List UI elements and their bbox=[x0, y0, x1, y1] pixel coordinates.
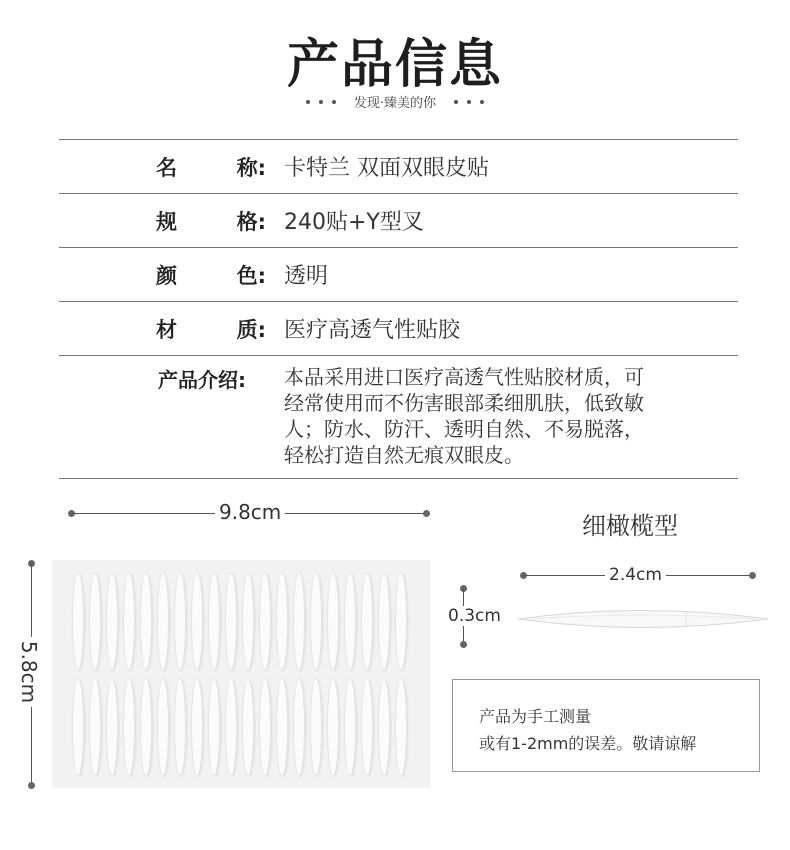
sticker-strip bbox=[225, 678, 237, 776]
info-label: 颜 色 : bbox=[59, 248, 284, 302]
info-row-name bbox=[59, 140, 738, 194]
sticker-strip bbox=[208, 678, 220, 776]
info-label: 产品介绍 : bbox=[59, 356, 284, 479]
sticker-strip bbox=[259, 678, 271, 776]
sticker-strip bbox=[72, 678, 84, 776]
sticker-strip bbox=[378, 572, 390, 670]
sticker-strip bbox=[72, 572, 84, 670]
dimension-endpoint bbox=[423, 510, 430, 517]
sticker-strip bbox=[276, 572, 288, 670]
sticker-strip bbox=[123, 678, 135, 776]
info-row-spec bbox=[59, 194, 738, 248]
product-info-table bbox=[59, 139, 738, 479]
sticker-strip bbox=[259, 572, 271, 670]
sticker-strip-row bbox=[72, 572, 407, 670]
sticker-strip bbox=[208, 572, 220, 670]
info-label: 名 称 : bbox=[59, 140, 284, 194]
info-label: 规 格 : bbox=[59, 194, 284, 248]
description-text: 本品采用进口医疗高透气性贴胶材质，可 经常使用而不伤害眼部柔细肌肤，低致敏 人；防水、防汗、透明自然、不易脱落， 轻松打造自然无痕双眼皮。 bbox=[284, 356, 738, 479]
shape-width-label: 0.3cm bbox=[444, 606, 505, 626]
sticker-strip bbox=[191, 572, 203, 670]
sheet-width-label: 9.8cm bbox=[215, 500, 285, 524]
info-row-description bbox=[59, 356, 738, 479]
sticker-strip bbox=[157, 572, 169, 670]
sticker-strip bbox=[327, 572, 339, 670]
sticker-strip bbox=[89, 678, 101, 776]
sticker-strip bbox=[293, 572, 305, 670]
sticker-strip bbox=[395, 572, 407, 670]
left-dots-decoration bbox=[306, 100, 336, 104]
dimension-endpoint bbox=[460, 641, 467, 648]
sticker-strip bbox=[174, 678, 186, 776]
sticker-strip bbox=[276, 678, 288, 776]
sticker-strip bbox=[378, 678, 390, 776]
sticker-strip bbox=[361, 572, 373, 670]
sticker-strip bbox=[395, 678, 407, 776]
measurement-note-box bbox=[452, 679, 760, 772]
dimension-endpoint bbox=[749, 572, 756, 579]
sticker-strip bbox=[344, 678, 356, 776]
info-row-material bbox=[59, 302, 738, 356]
sticker-strip bbox=[293, 678, 305, 776]
sticker-strip bbox=[242, 572, 254, 670]
subtitle-row bbox=[0, 92, 790, 111]
sticker-strip bbox=[310, 572, 322, 670]
sticker-strip-row bbox=[72, 678, 407, 776]
info-row-color bbox=[59, 248, 738, 302]
sticker-strip bbox=[106, 572, 118, 670]
sticker-sheet-image bbox=[52, 560, 430, 788]
shape-length-label: 2.4cm bbox=[605, 565, 666, 585]
info-value: 医疗高透气性贴胶 bbox=[284, 302, 738, 356]
note-line: 或有1-2mm的误差。敬请谅解 bbox=[479, 734, 697, 753]
sticker-strip bbox=[140, 678, 152, 776]
sticker-strip bbox=[106, 678, 118, 776]
subtitle: 发现·臻美的你 bbox=[353, 96, 437, 111]
sticker-strip bbox=[191, 678, 203, 776]
sticker-strip bbox=[157, 678, 169, 776]
info-value: 透明 bbox=[284, 248, 738, 302]
sticker-strip bbox=[123, 572, 135, 670]
sticker-strip bbox=[310, 678, 322, 776]
sheet-height-label: 5.8cm bbox=[17, 637, 41, 707]
page-title: 产品信息 bbox=[286, 35, 503, 95]
dimension-endpoint bbox=[28, 782, 35, 789]
info-value: 卡特兰 双面双眼皮贴 bbox=[284, 140, 738, 194]
sticker-strip bbox=[344, 572, 356, 670]
shape-title: 细橄榄型 bbox=[582, 512, 678, 540]
olive-shape-sticker-image bbox=[516, 608, 770, 630]
sticker-strip bbox=[327, 678, 339, 776]
note-line: 产品为手工测量 bbox=[479, 707, 592, 726]
info-label: 材 质 : bbox=[59, 302, 284, 356]
right-dots-decoration bbox=[454, 100, 484, 104]
info-value: 240贴+Y型叉 bbox=[284, 194, 738, 248]
sticker-strip bbox=[225, 572, 237, 670]
sticker-strip bbox=[174, 572, 186, 670]
sticker-strip bbox=[242, 678, 254, 776]
sticker-strip bbox=[140, 572, 152, 670]
sticker-strip bbox=[89, 572, 101, 670]
sticker-strip bbox=[361, 678, 373, 776]
